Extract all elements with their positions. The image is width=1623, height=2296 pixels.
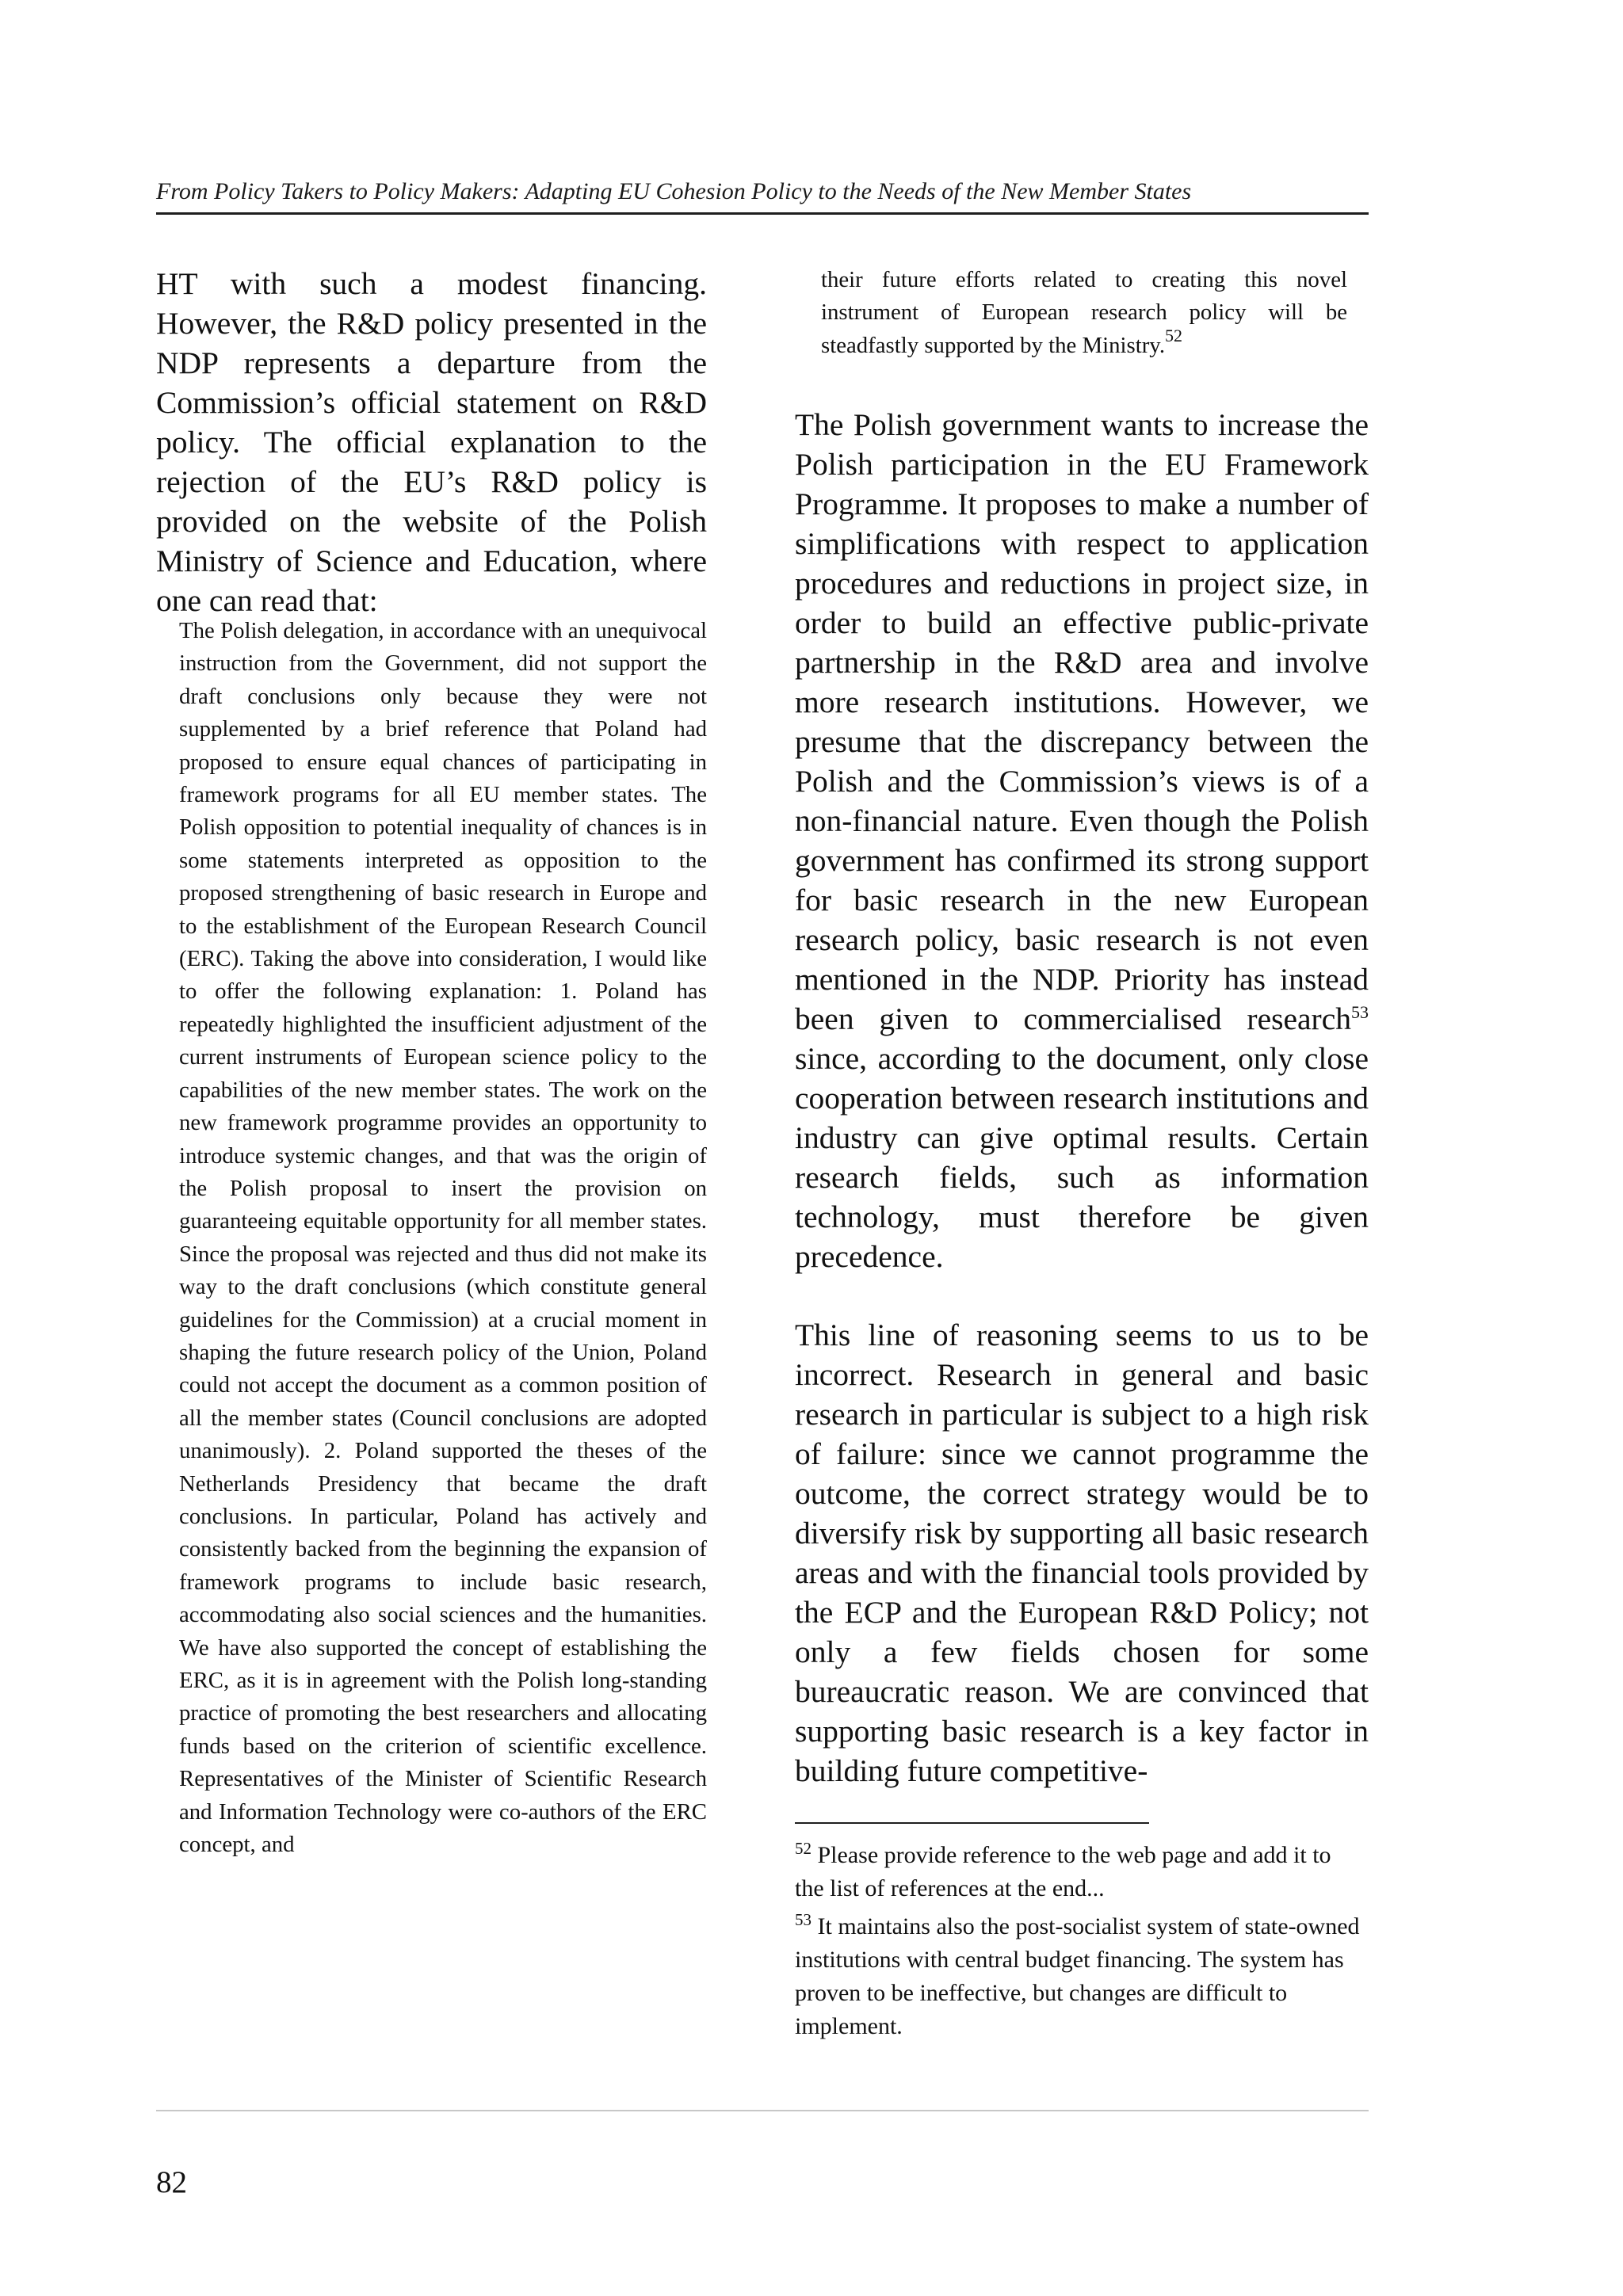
footnotes — [795, 1839, 1365, 2043]
footnote-rule — [795, 1822, 1149, 1824]
footnote-53 — [795, 1910, 1365, 2043]
right-paragraph-2: This line of reasoning seems to us to be incorrect. Research in general and basic research in particular is subject to a high risk of failure: since we cannot programme the outcome, the correct strategy would be to diversify risk by supporting all basic research areas and with the financial tools provided by the ECP and the European R&D Policy; not only a few fields chosen for some bureaucratic reason. We are convinced that supporting basic research is a key factor in building future competitive- — [795, 1318, 1369, 1788]
footer-rule — [156, 2110, 1369, 2111]
paragraph-1-text-a: The Polish government wants to increase the Polish participation in the EU Framework Programme. It proposes to make a number of simplifications with respect to application procedures and reductions in project size, in order to build an effective public-private partnership in the R&D area and involve more research institutions. However, we presume that the discrepancy between the Polish and the Commission’s views is of a non-financial nature. Even though the Polish government has confirmed its strong support for basic research in the new European research policy, basic research is not even mentioned in the NDP. Priority has instead been given to commercialised research — [795, 407, 1369, 1036]
footnote-52 — [795, 1839, 1365, 1905]
footnote-text: It maintains also the post-socialist system of state-owned institutions with central budget financing. The system has proven to be ineffective, but changes are difficult to implement. — [795, 1913, 1360, 2039]
header-rule — [156, 212, 1369, 215]
block-quote: The Polish delegation, in accordance with an unequivocal instruction from the Government, did not support the draft conclusions only because they were not supplemented by a brief reference that Poland had proposed to ensure equal chances of participating in framework programs for all EU member states. The Polish opposition to potential inequality of chances is in some statements interpreted as opposition to the proposed strengthening of basic research in Europe and to the establishment of the European Research Council (ERC). Taking the above into consideration, I would like to offer the following explanation: 1. Poland has repeatedly highlighted the insufficient adjustment of the current instruments of European science policy to the capabilities of the new member states. The work on the new framework programme provides an opportunity to introduce systemic changes, and that was the origin of the Polish proposal to insert the provision on guaranteeing equitable opportunity for all member states. Since the proposal was rejected and thus did not make its way to the draft conclusions (which constitute general guidelines for the Commission) at a crucial moment in shaping the future research policy of the Union, Poland could not accept the document as a common position of all the member states (Council conclusions are adopted unanimously). 2. Poland supported the theses of the Netherlands Presidency that became the draft conclusions. In particular, Poland has actively and consistently backed from the beginning the expansion of framework programs to include basic research, accommodating also social sciences and the humanities. We have also supported the concept of establishing the ERC, as it is in agreement with the Polish long-standing practice of promoting the best researchers and allocating funds based on the criterion of scientific excellence. Representatives of the Minister of Scientific Research and Information Technology were co-authors of the ERC concept, and — [179, 618, 707, 1858]
footnote-number: 53 — [795, 1910, 812, 1929]
footnote-ref-52[interactable]: 52 — [1165, 325, 1183, 345]
running-head: From Policy Takers to Policy Makers: Adapting EU Cohesion Policy to the Needs of the New Member States — [156, 178, 1192, 204]
footnote-number: 52 — [795, 1839, 812, 1858]
block-quote-continuation — [821, 264, 1347, 362]
quote-continuation-text: their future efforts related to creating this novel instrument of European research policy will be steadfastly supported by the Ministry. — [821, 267, 1347, 358]
left-paragraph: HT with such a modest financing. However, the R&D policy presented in the NDP represents a departure from the Commission’s official statement on R&D policy. The official explanation to the rejection of the EU’s R&D policy is provided on the website of the Polish Ministry of Science and Education, where one can read that: — [156, 266, 707, 618]
page-number: 82 — [156, 2165, 187, 2199]
paragraph-1-text-b: since, according to the document, only close cooperation between research institutions and industry can give optimal results. Certain research fields, such as information technology, must therefore be given precedence. — [795, 1041, 1369, 1274]
right-paragraph-1 — [795, 405, 1369, 1276]
footnote-ref-53[interactable]: 53 — [1351, 1002, 1369, 1022]
footnote-text: Please provide reference to the web page and add it to the list of references at the end... — [795, 1842, 1331, 1901]
